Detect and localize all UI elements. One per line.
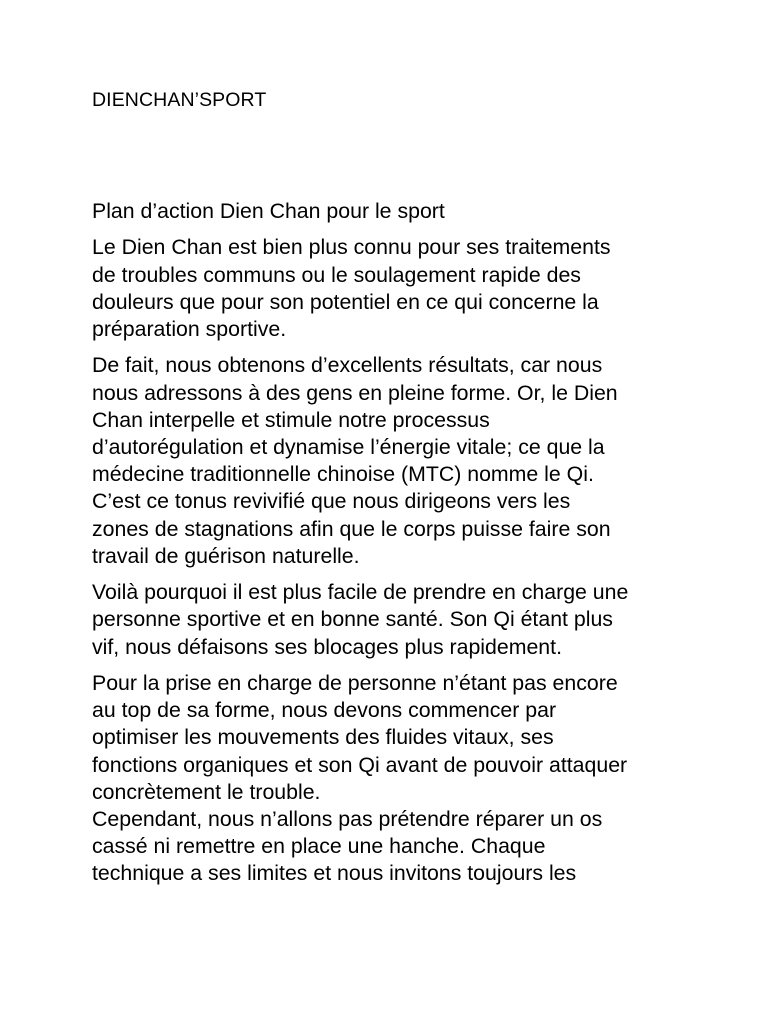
paragraph [92, 352, 692, 570]
paragraph [92, 579, 692, 661]
text-line: C’est ce tonus revivifié que nous dirigeons vers les [92, 489, 571, 514]
text-line: travail de guérison naturelle. [92, 543, 360, 568]
text-line: vif, nous défaisons ses blocages plus rapidement. [92, 634, 562, 659]
text-line: d’autorégulation et dynamise l’énergie vitale; ce que la [92, 435, 605, 459]
paragraph [92, 806, 692, 888]
text-line: médecine traditionnelle chinoise (MTC) nomme le Qi. [92, 462, 594, 487]
text-line: Voilà pourquoi il est plus facile de prendre en charge une [92, 580, 629, 605]
text-line: optimiser les mouvements des fluides vitaux, ses [92, 725, 554, 750]
text-line: préparation sportive. [92, 317, 287, 341]
document-body [92, 198, 692, 897]
text-line: personne sportive et en bonne santé. Son Qi étant plus [92, 607, 613, 632]
text-line: De fait, nous obtenons d’excellents résultats, car nous [92, 353, 603, 378]
document-header: DIENCHAN’SPORT [92, 89, 267, 111]
paragraph [92, 670, 692, 806]
text-line: fonctions organiques et son Qi avant de pouvoir attaquer [92, 752, 628, 777]
text-line: Plan d’action Dien Chan pour le sport [92, 199, 445, 223]
text-line: technique a ses limites et nous invitons toujours les [92, 861, 577, 886]
text-line: zones de stagnations afin que le corps puisse faire son [92, 516, 611, 541]
text-line: Chan interpelle et stimule notre processus [92, 407, 490, 432]
text-line: concrètement le trouble. [92, 779, 321, 804]
text-line: nous adressons à des gens en pleine forme. Or, le Dien [92, 380, 618, 405]
text-line: cassé ni remettre en place une hanche. Chaque [92, 834, 546, 859]
text-line: Cependant, nous n’allons pas prétendre réparer un os [92, 807, 603, 832]
paragraph [92, 234, 692, 343]
text-line: au top de sa forme, nous devons commencer par [92, 698, 557, 723]
text-line: Pour la prise en charge de personne n’étant pas encore [92, 671, 618, 695]
text-line: douleurs que pour son potentiel en ce qui concerne la [92, 289, 599, 314]
paragraph-heading [92, 198, 692, 225]
text-line: de troubles communs ou le soulagement rapide des [92, 262, 581, 287]
text-line: Le Dien Chan est bien plus connu pour ses traitements [92, 235, 611, 260]
